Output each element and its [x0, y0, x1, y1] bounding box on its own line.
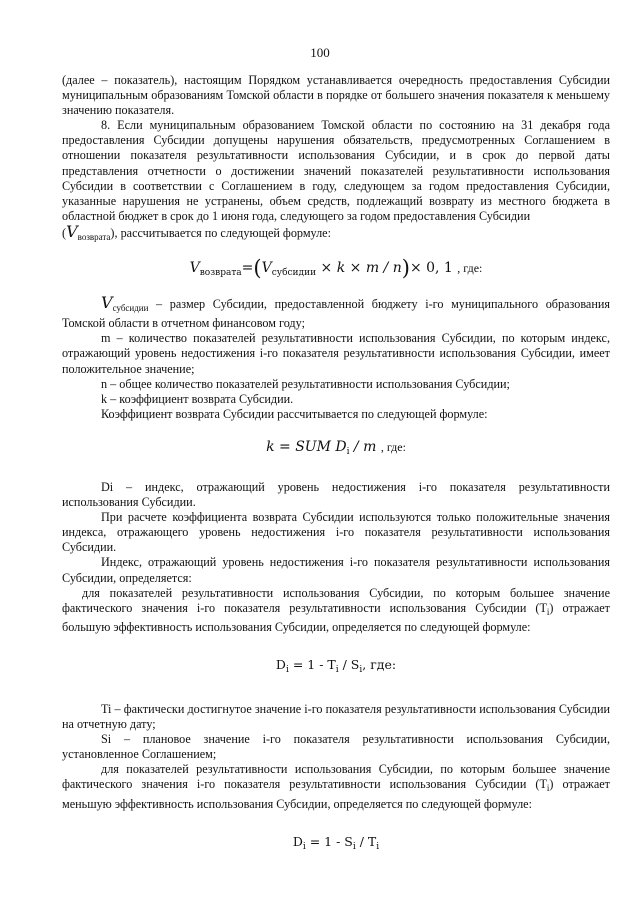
- document-body: [62, 73, 610, 855]
- paragraph-8: [62, 118, 610, 245]
- page-number: 100: [310, 45, 330, 60]
- formula-di-1: $D_i = 1 - T_i / S_i$, где:: [275, 656, 397, 675]
- paragraph-case-1: для показателей результативности использования Субсидии, по которым большее значение фактического значения i-го показателя результативности использования Субсидии $(T_i)$ отражает большую эффективность использования Субсидии, определяется по следующей формуле:: [62, 585, 610, 634]
- paragraph-intro: (далее – показатель), настоящим Порядком устанавливается очередность предоставления Субсидии муниципальным образованиям Томской области в порядке от большего значения показателя к меньшему значению показателя.: [62, 73, 610, 118]
- paragraph-8-text: 8. Если муниципальным образованием Томской области по состоянию на 31 декабря года предоставления Субсидии допущены нарушения обязательств, предусмотренных Соглашением в отношении показателя результативности использования Субсидии, и в срок до первой даты представления отчетности о достижении значений показателей результативности использования Субсидии в соответствии с Соглашением в году, следующем за годом предоставления Субсидии, указанные нарушения не устранены, объем средств, подлежащий возврату из местного бюджета в областной бюджет в срок до 1 июня года, следующего за годом предоставления Субсидии: [62, 118, 610, 223]
- definition-si: Si – плановое значение i-го показателя результативности использования Субсидии, установленное Соглашением;: [62, 732, 610, 762]
- paragraph-case-2: для показателей результативности использования Субсидии, по которым большее значение фактического значения i-го показателя результативности использования Субсидии $(T_i)$ отражает меньшую эффективность использования Субсидии, определяется по следующей формуле:: [62, 762, 610, 811]
- definition-ti: Ti – фактически достигнутое значение i-го показателя результативности использования Субсидии на отчетную дату;: [62, 702, 610, 732]
- formula-di-2: $D_i = 1 - S_i / T_i$: [292, 833, 380, 852]
- paragraph-positive: При расчете коэффициента возврата Субсидии используются только положительные значения индекса, отражающего уровень недостижения i-го показателя результативности использования Субсидии.: [62, 510, 610, 555]
- formula-k: k = SUM $D_i$ / m , где:: [266, 438, 406, 457]
- definition-n: n – общее количество показателей результативности использования Субсидии;: [101, 376, 510, 391]
- definition-m: m – количество показателей результативности использования Субсидии, по которым индекс, отражающий уровень недостижения i-го показателя результативности использования Субсидии, имеет положительное значение;: [62, 331, 610, 376]
- v-vozvrata-inline: ($V_{возврата}$: [62, 221, 111, 242]
- definition-di: Di – индекс, отражающий уровень недостижения i-го показателя результативности использования Субсидии.: [62, 479, 610, 510]
- formula-v-vozvrata: $V_{возврата}=(V_{субсидии} \times k \times m / n)\times 0$, 1 , где:: [189, 256, 483, 281]
- paragraph-index: Индекс, отражающий уровень недостижения i-го показателя результативности использования Субсидии, определяется:: [62, 555, 610, 585]
- k-intro: Коэффициент возврата Субсидии рассчитывается по следующей формуле:: [101, 406, 488, 421]
- definition-v-subsidii: $V_{субсидии}$ – размер Субсидии, предоставленной бюджету i-го муниципального образования Томской области в отчетном финансовом году;: [62, 293, 610, 331]
- formula-intro-tail: ), рассчитывается по следующей формуле:: [110, 225, 331, 240]
- definition-k: k – коэффициент возврата Субсидии.: [101, 391, 294, 406]
